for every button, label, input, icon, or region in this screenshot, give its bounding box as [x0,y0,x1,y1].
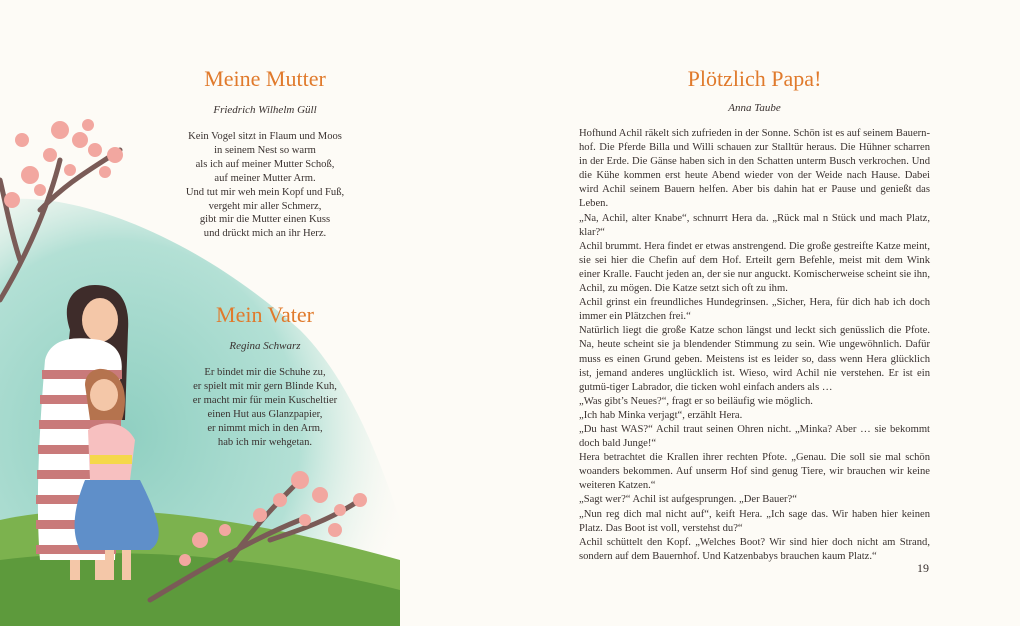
story-paragraph: „Sagt wer?“ Achil ist aufgesprungen. „Der Bauer?“ [579,494,797,506]
poem-lines [130,366,400,449]
story-paragraph: Achil brummt. Hera findet er etwas anstrengend. Die große gestreifte Katze meint, sie sei hier die Chefin auf dem Hof. Erteilt gern Befehle, meist mit dem Wink einer Kralle. Faucht jeden an, der sie nur anguckt. Komischerweise scheint sie ihn, Achil, zu mögen. Die Katze setzt sich oft zu ihm. [579,240,930,295]
poem-line: Kein Vogel sitzt in Flaum und Moos [188,131,342,142]
story-paragraph: Achil schüttelt den Kopf. „Welches Boot? Wir sind hier doch nicht am Strand, sondern auf dem Bauernhof. Und Katzenbabys brauchen kaum Platz.“ [579,536,930,562]
poem-line: und drückt mich an ihr Herz. [203,228,327,240]
poem-line: als ich auf meiner Mutter Schoß, [195,158,335,170]
poem-line: er spielt mit mir gern Blinde Kuh, [193,380,337,392]
story-paragraph: Hofhund Achil räkelt sich zufrieden in der Sonne. Schön ist es auf seinem Bauern-hof. Die Pferde Billa und Willi schauen zur Stalltür heraus. Die Hühner scharren in der Erde. Die Gänse haben sich in den Schatten unterm Busch verkrochen. Und die Kühe kommen erst heute Abend wieder von der Weide nach Hause. Dabei wird Achil seinem Bauern helfen. Aber bis dahin hat er Pause und genießt das Leben. [579,128,930,210]
poem-line: hab ich mir wehgetan. [217,436,313,448]
story-paragraph: Natürlich liegt die große Katze schon längst und leckt sich genüsslich die Pfote. Na, heute scheint sie ja blendender Stimmung zu sein. Wie ungewöhnlich. Dafür muss es einen Grund geben. Meistens ist es leider so, dass wenn Hera glücklich ist, jemand anderes unglücklich ist. Wieso, wird Achil nie verstehen. Er ist ein gutmü-tiger Labrador, die ticken wohl einfach anders als … [579,325,930,393]
story-title: Plötzlich Papa! [687,66,822,91]
poem-line: auf meiner Mutter Arm. [214,172,316,184]
page-number: 19 [917,561,929,575]
poem-line: Er bindet mir die Schuhe zu, [204,367,326,378]
poem-title: Meine Mutter [204,66,326,91]
poem-author: Friedrich Wilhelm Güll [213,104,317,116]
poem-line: er nimmt mich in den Arm, [207,422,323,434]
poem-mein-vater [130,302,400,449]
poem-line: vergeht mir aller Schmerz, [208,200,322,212]
story-body [579,127,930,564]
story-paragraph: „Ich hab Minka verjagt“, erzählt Hera. [579,409,743,421]
poem-title: Mein Vater [216,302,314,327]
poem-line: in seinem Nest so warm [214,144,316,156]
poem-line: gibt mir die Mutter einen Kuss [199,214,331,226]
poem-meine-mutter [130,66,400,241]
story-paragraph: „Na, Achil, alter Knabe“, schnurrt Hera da. „Rück mal n Stück und mach Platz, klar?“ [579,212,930,238]
story-paragraph: Hera betrachtet die Krallen ihrer rechten Pfote. „Genau. Die soll sie mal schön woanders bekommen. Auf unserm Hof sind genug Tiere, wir brauchen wir keine weiteren Katzen.“ [579,452,930,492]
story-paragraph: Achil grinst ein freundliches Hundegrinsen. „Sicher, Hera, für dich hab ich doch immer ein Plätzchen frei.“ [579,297,930,323]
poem-line: er macht mir für mein Kuscheltier [192,394,338,406]
story-paragraph: „Du hast WAS?“ Achil traut seinen Ohren nicht. „Minka? Aber … sie bekommt doch bald Junge!“ [579,423,930,450]
poem-line: einen Hut aus Glanzpapier, [207,408,323,420]
poem-author: Regina Schwarz [229,340,301,352]
story-author: Anna Taube [728,102,781,114]
story-paragraph: „Was gibt’s Neues?“, fragt er so beiläufig wie möglich. [579,395,813,407]
poem-line: Und tut mir weh mein Kopf und Fuß, [185,186,345,198]
story-paragraph: „Nun reg dich mal nicht auf“, keift Hera. „Ich sage das. Wir haben hier keinen Platz. Das Boot ist voll, verstehst du?“ [579,508,930,534]
poem-lines [130,130,400,241]
